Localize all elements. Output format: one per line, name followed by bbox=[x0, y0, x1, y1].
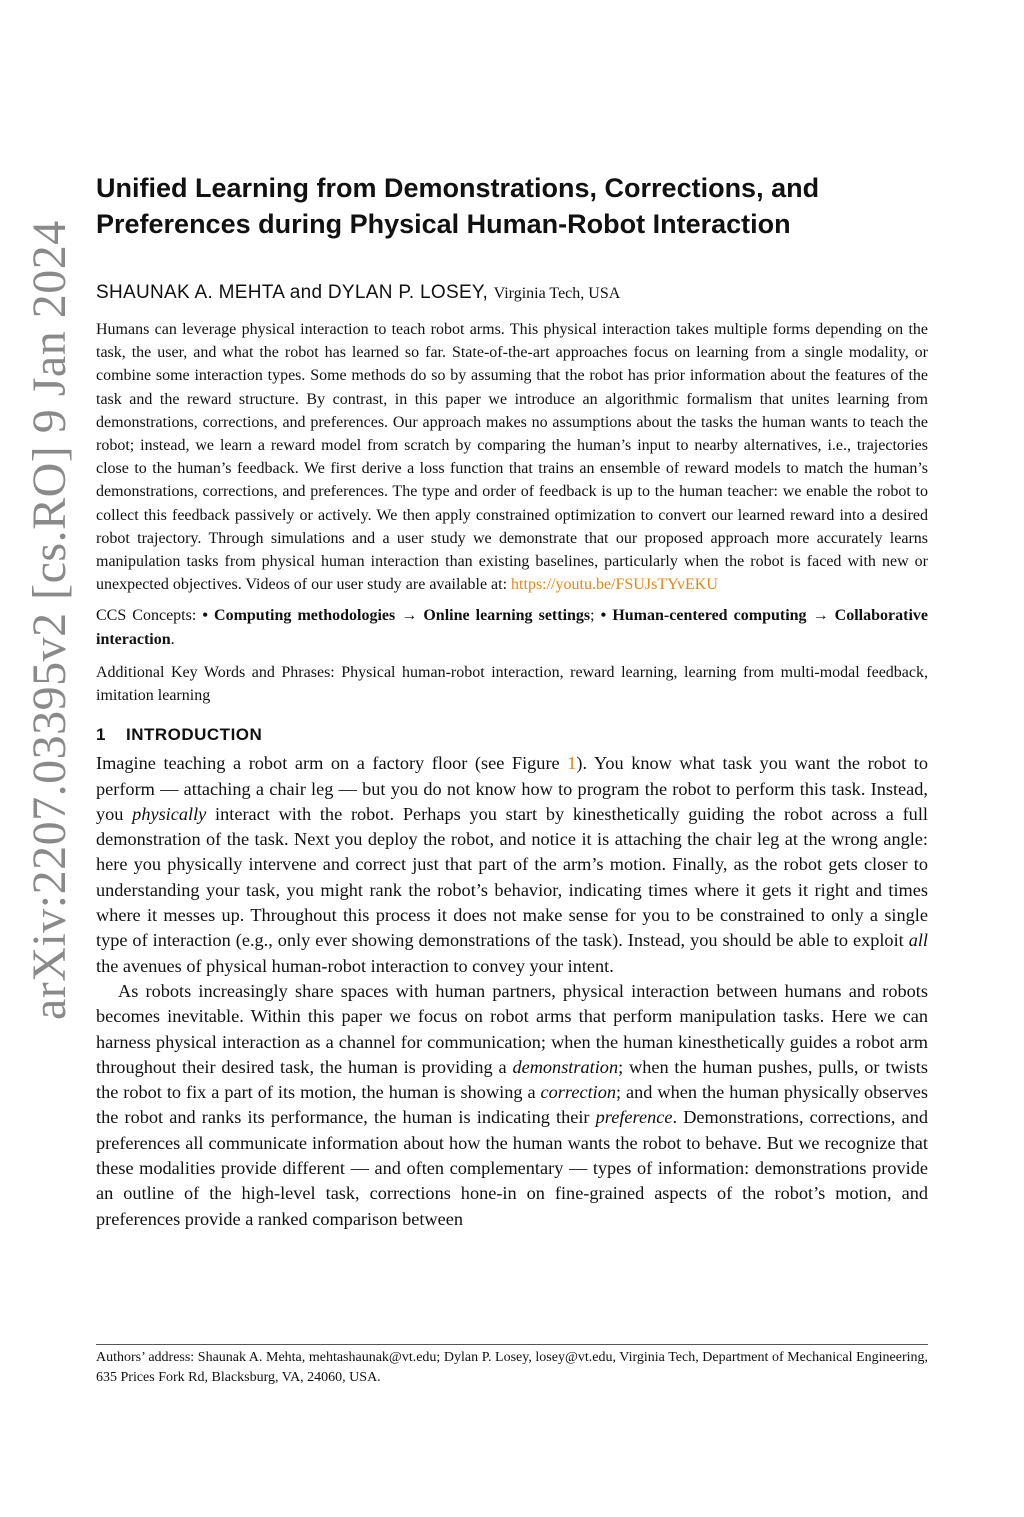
p1-emphasis-physically: physically bbox=[132, 803, 207, 824]
ccs-concepts bbox=[96, 604, 928, 650]
footnote-divider bbox=[96, 1344, 928, 1345]
ccs-bullet-1: • Computing methodologies bbox=[202, 607, 396, 625]
p2-text-b: ; when the human pushes, pulls, or twists the robot to fix a part of its motion, the human is showing a bbox=[96, 1056, 928, 1103]
p2-emphasis-preference: preference bbox=[595, 1107, 673, 1128]
ccs-arrow-1: → bbox=[395, 607, 424, 625]
author-names: SHAUNAK A. MEHTA and DYLAN P. LOSEY, bbox=[96, 282, 489, 303]
figure-reference-link[interactable]: 1 bbox=[567, 753, 577, 774]
paper-content bbox=[96, 170, 928, 1232]
p2-text-a: As robots increasingly share spaces with human partners, physical interaction between humans and robots becomes inevitable. Within this paper we focus on robot arms that perform manipulation tasks. Here we can harness physical interaction as a channel for communication; when the human kinesthetically guides a robot arm throughout their desired task, the human is providing a bbox=[96, 980, 928, 1077]
ccs-end: . bbox=[170, 630, 175, 648]
ccs-term-1: Online learning settings bbox=[423, 607, 591, 625]
p2-text-c: ; and when the human physically observes the robot and ranks its performance, the human is indicating their bbox=[96, 1082, 928, 1128]
p2-emphasis-correction: correction bbox=[540, 1082, 617, 1103]
p2-text-d: . Demonstrations, corrections, and preferences all communicate information about how the human wants the robot to behave. But we recognize that these modalities provide different — and often complementary — types of information: demonstrations provide an outline of the high-level task, corrections hone-in on fine-grained aspects of the robot’s motion, and preferences provide a ranked comparison between bbox=[96, 1107, 928, 1229]
section-title: INTRODUCTION bbox=[125, 725, 263, 745]
author-address-footnote: Authors’ address: Shaunak A. Mehta, mehtashaunak@vt.edu; Dylan P. Losey, losey@vt.edu, Virginia Tech, Department of Mechanical Engineering, 635 Prices Fork Rd, Blacksburg, VA, 24060, USA. bbox=[96, 1350, 928, 1385]
intro-paragraph-2 bbox=[96, 979, 928, 1232]
p1-text-d: the avenues of physical human-robot interaction to convey your intent. bbox=[96, 955, 614, 976]
intro-paragraph-1 bbox=[96, 751, 928, 979]
abstract-text: Humans can leverage physical interaction to teach robot arms. This physical interaction takes multiple forms depending on the task, the user, and what the robot has learned so far. State-of-the-art approaches focus on learning from a single modality, or combine some interaction types. Some methods do so by assuming that the robot has prior information about the features of the task and the reward structure. By contrast, in this paper we introduce an algorithmic formalism that unites learning from demonstrations, corrections, and preferences. Our approach makes no assumptions about the tasks the human wants to teach the robot; instead, we learn a reward model from scratch by comparing the human’s input to nearby alternatives, i.e., trajectories close to the human’s feedback. We first derive a loss function that trains an ensemble of reward models to match the human’s demonstrations, corrections, and preferences. The type and order of feedback is up to the human teacher: we enable the robot to collect this feedback passively or actively. We then apply constrained optimization to convert our learned reward into a desired robot trajectory. Through simulations and a user study we demonstrate that our proposed approach more accurately learns manipulation tasks from physical human interaction than existing baselines, particularly when the robot is faced with new or unexpected objectives. Videos of our user study are available at: bbox=[96, 321, 928, 594]
paper-title: Unified Learning from Demonstrations, Corrections, and Preferences during Physical Human-Robot Interaction bbox=[96, 173, 820, 239]
video-link[interactable]: https://youtu.be/FSUJsTYvEKU bbox=[511, 576, 718, 594]
ccs-bullet-2: • Human-centered computing bbox=[600, 607, 807, 625]
arxiv-stamp: arXiv:2207.03395v2 [cs.RO] 9 Jan 2024 bbox=[23, 220, 76, 1020]
p1-text-c: interact with the robot. Perhaps you start by kinesthetically guiding the robot across a full demonstration of the task. Next you deploy the robot, and notice it is attaching the chair leg at the wrong angle: here you physically intervene and correct just that part of the arm’s motion. Finally, as the robot gets closer to understanding your task, you might rank the robot’s behavior, indicating times where it gets it right and times where it messes up. Throughout this process it does not make sense for you to be constrained to only a single type of interaction (e.g., only ever showing demonstrations of the task). Instead, you should be able to exploit bbox=[96, 803, 928, 951]
section-heading bbox=[96, 725, 928, 745]
p2-emphasis-demonstration: demonstration bbox=[512, 1056, 619, 1077]
p1-text-a: Imagine teaching a robot arm on a factory floor (see Figure bbox=[96, 753, 568, 774]
section-number: 1 bbox=[96, 725, 106, 745]
ccs-term-2: Collaborative interaction bbox=[96, 607, 928, 648]
keywords: Additional Key Words and Phrases: Physical human-robot interaction, reward learning, learning from multi-modal feedback, imitation learning bbox=[96, 663, 928, 705]
author-affiliation: Virginia Tech, USA bbox=[493, 285, 621, 302]
ccs-separator: ; bbox=[590, 607, 601, 625]
abstract bbox=[96, 318, 928, 596]
p1-emphasis-all: all bbox=[908, 930, 928, 951]
ccs-label: CCS Concepts: bbox=[96, 607, 203, 625]
ccs-arrow-2: → bbox=[806, 607, 835, 625]
p1-text-b: ). You know what task you want the robot to perform — attaching a chair leg — but you do not know how to program the robot to perform this task. Instead, you bbox=[96, 753, 928, 824]
author-line bbox=[96, 282, 928, 304]
